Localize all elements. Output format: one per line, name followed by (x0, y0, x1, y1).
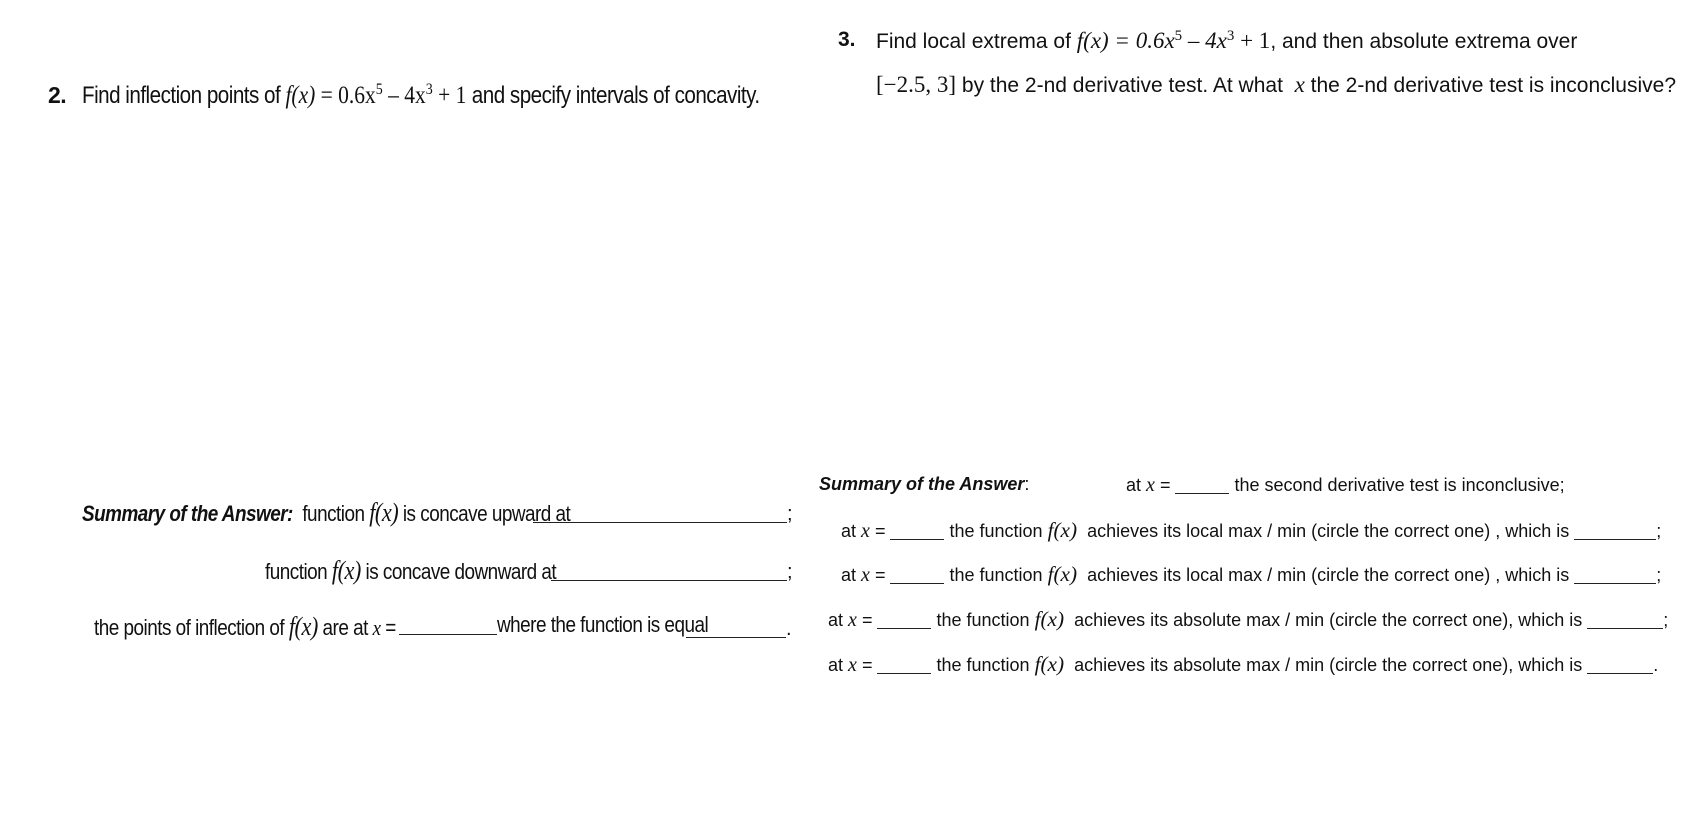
row3-eq: = (861, 610, 873, 630)
row3-mid: the function (936, 610, 1030, 630)
problem-2-summary-line-3 (94, 612, 396, 642)
row4-pre: at (828, 655, 844, 675)
row4-post: achieves its absolute max / min (circle the correct one), which is (1074, 655, 1583, 675)
extremum-row-4 (828, 652, 1658, 677)
row2-post: achieves its local max / min (circle the correct one) , which is (1087, 565, 1570, 585)
problem-3-prompt-line2: by the 2-nd derivative test. At what (961, 74, 1283, 97)
row4-x: x (848, 654, 857, 676)
row1-end: ; (1656, 521, 1662, 541)
problem-2-summary-line-1 (82, 498, 570, 528)
problem-2-prompt-post: and specify intervals of concavity. (471, 82, 760, 109)
concave-up-blank[interactable] (533, 503, 793, 526)
line1-post: is concave upward at (402, 501, 571, 526)
line1-pre: function (302, 501, 365, 526)
row1-mid: the function (949, 521, 1043, 541)
problem-3-formula-exp1: 5 (1174, 27, 1183, 44)
row1-value-blank[interactable] (1574, 521, 1656, 540)
inconclusive-line (1126, 474, 1565, 497)
row1-post: achieves its local max / min (circle the correct one) , which is (1087, 521, 1570, 541)
line2-pre: function (265, 559, 328, 584)
problem-2-summary-line-2 (265, 556, 556, 586)
row4-end: . (1653, 655, 1659, 675)
row2-pre: at (841, 565, 857, 585)
problem-3-formula-exp2: 3 (1226, 27, 1235, 44)
row3-x: x (848, 609, 857, 631)
inflection-value-blank[interactable] (686, 618, 792, 641)
line3-fx: f(x) (288, 612, 318, 641)
row2-fx: f(x) (1047, 562, 1078, 586)
line3-x: x (372, 615, 381, 640)
row1-x-blank[interactable] (890, 521, 944, 540)
line3-pre: the points of inflection of (94, 615, 285, 640)
problem-3-summary-label-text: Summary of the Answer (819, 474, 1025, 494)
problem-3-summary-colon: : (1024, 474, 1030, 494)
row1-x: x (861, 520, 870, 542)
problem-3-formula-mid: – 4x (1182, 28, 1227, 53)
problem-3-prompt-line-2 (876, 72, 1676, 98)
row1-pre: at (841, 521, 857, 541)
problem-3-prompt-x: x (1294, 72, 1305, 97)
inconclusive-pre: at (1126, 475, 1142, 495)
row3-fx: f(x) (1034, 607, 1065, 631)
problem-2-summary-label: Summary of the Answer: (82, 501, 293, 526)
problem-3-summary-label (819, 474, 1029, 495)
row4-x-blank[interactable] (877, 655, 931, 674)
extremum-row-1 (841, 518, 1661, 543)
line2-end: ; (787, 561, 793, 583)
line3-eq: = (385, 615, 396, 640)
line2-post: is concave downward at (365, 559, 557, 584)
row4-fx: f(x) (1034, 652, 1065, 676)
row3-end: ; (1663, 610, 1669, 630)
extremum-row-2 (841, 562, 1661, 587)
row1-eq: = (874, 521, 886, 541)
row4-eq: = (861, 655, 873, 675)
row2-value-blank[interactable] (1574, 565, 1656, 584)
problem-2-summary-line-3-post (497, 612, 708, 638)
problem-3-number: 3. (838, 28, 856, 51)
inconclusive-post: the second derivative test is inconclusive; (1234, 475, 1565, 495)
row4-mid: the function (936, 655, 1030, 675)
problem-2-formula-mid: – 4x (382, 82, 426, 109)
line3-post: where the function is equal (497, 612, 709, 637)
inflection-x-blank[interactable] (399, 618, 497, 637)
line3-end: . (786, 618, 792, 640)
problem-2-formula-exp1: 5 (375, 80, 383, 99)
problem-3-heading (838, 28, 856, 52)
problem-3-formula-end: + 1 (1234, 28, 1271, 53)
row1-fx: f(x) (1047, 518, 1078, 542)
problem-3-formula (1077, 28, 1271, 53)
problem-2-formula-exp2: 3 (425, 80, 433, 99)
row2-x: x (861, 564, 870, 586)
row4-value-blank[interactable] (1587, 655, 1653, 674)
line2-fx: f(x) (331, 556, 361, 585)
row3-pre: at (828, 610, 844, 630)
problem-3-prompt-pre: Find local extrema of (876, 30, 1071, 53)
problem-2-formula (285, 82, 471, 109)
problem-2-number: 2. (48, 82, 66, 108)
problem-2-formula-lhs: f(x) (285, 82, 316, 109)
inconclusive-x: x (1146, 474, 1155, 496)
row3-x-blank[interactable] (877, 610, 931, 629)
concave-down-blank[interactable] (551, 561, 793, 584)
row2-mid: the function (949, 565, 1043, 585)
problem-3-prompt-line2-end: the 2-nd derivative test is inconclusive? (1310, 74, 1676, 97)
line1-fx: f(x) (369, 498, 399, 527)
row3-value-blank[interactable] (1587, 610, 1663, 629)
line3-mid: are at (322, 615, 368, 640)
problem-3-formula-main: f(x) = 0.6x (1076, 28, 1175, 53)
line1-end: ; (787, 503, 793, 525)
problem-3-prompt-post: , and then absolute extrema over (1270, 30, 1578, 53)
problem-2-prompt (82, 82, 760, 110)
inconclusive-blank[interactable] (1175, 475, 1229, 494)
problem-3-prompt-line-1 (876, 28, 1577, 54)
extremum-row-3 (828, 607, 1668, 632)
row2-eq: = (874, 565, 886, 585)
problem-3-interval: [−2.5, 3] (876, 72, 957, 97)
row2-end: ; (1656, 565, 1662, 585)
inconclusive-eq: = (1159, 475, 1171, 495)
problem-2-prompt-pre: Find inflection points of (82, 82, 281, 109)
row2-x-blank[interactable] (890, 565, 944, 584)
problem-2-formula-end: + 1 (432, 82, 467, 109)
problem-2-heading (48, 82, 66, 109)
problem-2-formula-eq: = 0.6x (320, 82, 376, 109)
row3-post: achieves its absolute max / min (circle the correct one), which is (1074, 610, 1583, 630)
